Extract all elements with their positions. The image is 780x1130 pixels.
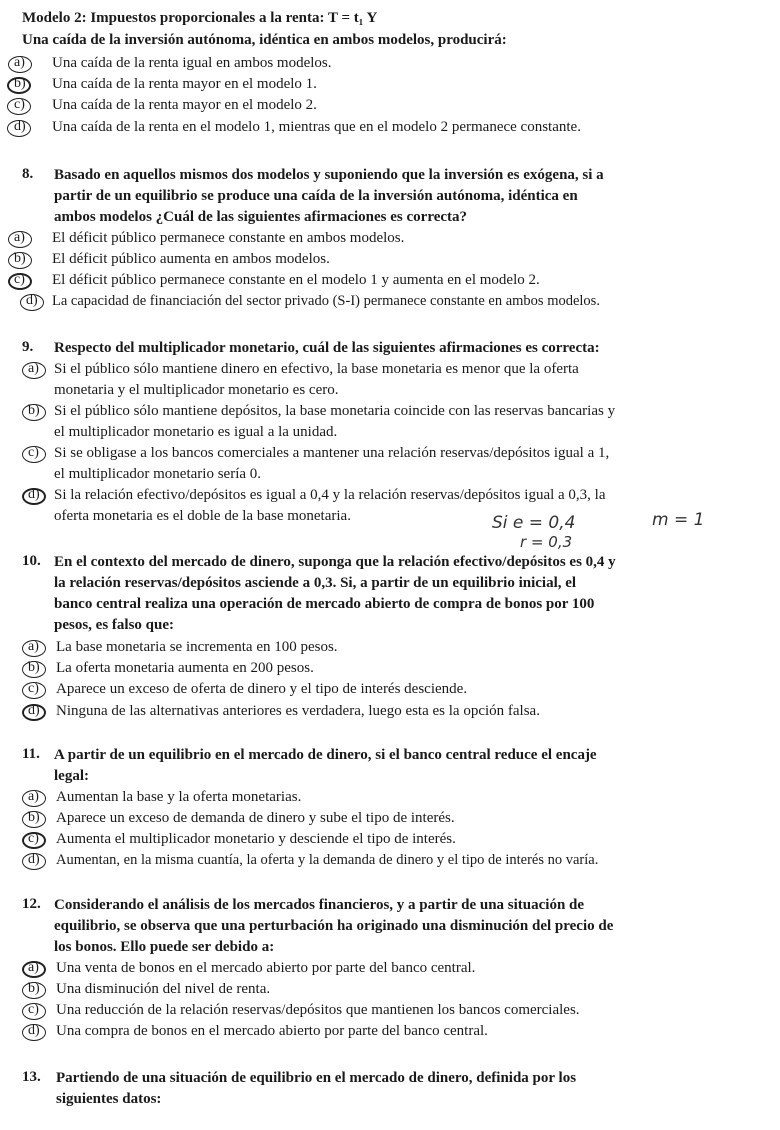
handwritten-note: m = 1 xyxy=(652,510,705,530)
option-text: Una caída de la renta mayor en el modelo 2. xyxy=(52,97,317,113)
option-label: c) xyxy=(28,831,39,846)
option-text: Si el público sólo mantiene dinero en efectivo, la base monetaria es menor que la oferta xyxy=(54,361,579,377)
option-label: a) xyxy=(28,960,39,975)
option-text: La base monetaria se incrementa en 100 pesos. xyxy=(56,639,338,655)
option-text: El déficit público permanece constante en ambos modelos. xyxy=(52,230,405,246)
question-text: siguientes datos: xyxy=(56,1091,162,1107)
option-text-cont: el multiplicador monetario sería 0. xyxy=(54,466,262,482)
option-label: b) xyxy=(28,981,40,996)
option-text: La capacidad de financiación del sector privado (S-I) permanece constante en ambos modelos. xyxy=(52,293,600,309)
option-label: c) xyxy=(28,681,39,696)
option-text: Si se obligase a los bancos comerciales a mantener una relación reservas/depósitos igual a 1, xyxy=(54,445,610,461)
question-text: la relación reservas/depósitos asciende a 0,3. Si, a partir de un equilibrio inicial, el xyxy=(54,575,577,591)
option-label: b) xyxy=(28,660,40,675)
option-text: Una compra de bonos en el mercado abierto por parte del banco central. xyxy=(56,1023,488,1039)
handwritten-note: r = 0,3 xyxy=(520,533,573,551)
question-text: Considerando el análisis de los mercados financieros, y a partir de una situación de xyxy=(54,897,585,913)
question-text: Respecto del multiplicador monetario, cuál de las siguientes afirmaciones es correcta: xyxy=(54,340,600,356)
option-label: a) xyxy=(14,230,25,245)
option-label: b) xyxy=(28,810,40,825)
option-text: Ninguna de las alternativas anteriores es verdadera, luego esta es la opción falsa. xyxy=(56,703,540,719)
question-text: En el contexto del mercado de dinero, suponga que la relación efectivo/depósitos es 0,4 y xyxy=(54,554,616,570)
option-text: Si el público sólo mantiene depósitos, la base monetaria coincide con las reservas bancarias y xyxy=(54,403,616,419)
question-text: equilibrio, se observa que una perturbación ha originado una disminución del precio de xyxy=(54,918,614,934)
option-text: Aumenta el multiplicador monetario y desciende el tipo de interés. xyxy=(56,831,456,847)
option-label: b) xyxy=(14,251,26,266)
option-label: d) xyxy=(28,487,40,502)
option-label: a) xyxy=(28,361,39,376)
question-text: legal: xyxy=(54,768,89,784)
question-number: 10. xyxy=(22,553,41,569)
option-text-cont: oferta monetaria es el doble de la base monetaria. xyxy=(54,508,351,524)
option-text: Aumentan, en la misma cuantía, la oferta y la demanda de dinero y el tipo de interés no varía. xyxy=(56,852,599,868)
question-number: 12. xyxy=(22,896,41,912)
option-text: Aumentan la base y la oferta monetarias. xyxy=(56,789,302,805)
option-label: c) xyxy=(14,97,25,112)
question-text: pesos, es falso que: xyxy=(54,617,175,633)
header-question: Una caída de la inversión autónoma, idéntica en ambos modelos, producirá: xyxy=(22,32,507,48)
question-text: A partir de un equilibrio en el mercado de dinero, si el banco central reduce el encaje xyxy=(54,747,597,763)
option-text-cont: monetaria y el multiplicador monetario es cero. xyxy=(54,382,339,398)
handwritten-note: Si e = 0,4 xyxy=(492,513,576,533)
question-number: 13. xyxy=(22,1069,41,1085)
option-label: c) xyxy=(14,272,25,287)
option-text: Una venta de bonos en el mercado abierto por parte del banco central. xyxy=(56,960,476,976)
option-text: El déficit público aumenta en ambos modelos. xyxy=(52,251,330,267)
option-text: Una caída de la renta mayor en el modelo 1. xyxy=(52,76,317,92)
question-text: Basado en aquellos mismos dos modelos y suponiendo que la inversión es exógena, si a xyxy=(54,167,604,183)
question-text: los bonos. Ello puede ser debido a: xyxy=(54,939,275,955)
question-text: ambos modelos ¿Cuál de las siguientes afirmaciones es correcta? xyxy=(54,209,468,225)
question-text: partir de un equilibrio se produce una caída de la inversión autónoma, idéntica en xyxy=(54,188,578,204)
option-text: La oferta monetaria aumenta en 200 pesos. xyxy=(56,660,314,676)
option-label: d) xyxy=(28,1023,40,1038)
option-label: c) xyxy=(28,445,39,460)
model-2-heading: Modelo 2: Impuestos proporcionales a la renta: T = t₁ Y xyxy=(22,10,378,26)
option-text: Si la relación efectivo/depósitos es igual a 0,4 y la relación reservas/depósitos igual a 0,3, la xyxy=(54,487,606,503)
option-label: d) xyxy=(28,852,40,867)
question-number: 8. xyxy=(22,166,34,182)
option-text: Aparece un exceso de demanda de dinero y sube el tipo de interés. xyxy=(56,810,455,826)
option-label: b) xyxy=(28,403,40,418)
question-number: 9. xyxy=(22,339,34,355)
option-label: a) xyxy=(28,639,39,654)
option-label: d) xyxy=(26,293,38,308)
question-number: 11. xyxy=(22,746,40,762)
option-text: El déficit público permanece constante en el modelo 1 y aumenta en el modelo 2. xyxy=(52,272,540,288)
option-label: a) xyxy=(14,55,25,70)
question-text: Partiendo de una situación de equilibrio en el mercado de dinero, definida por los xyxy=(56,1070,577,1086)
option-label: b) xyxy=(14,76,26,91)
option-label: c) xyxy=(28,1002,39,1017)
option-text: Aparece un exceso de oferta de dinero y el tipo de interés desciende. xyxy=(56,681,468,697)
option-text: Una caída de la renta igual en ambos modelos. xyxy=(52,55,332,71)
option-label: d) xyxy=(14,119,26,134)
option-text: Una disminución del nivel de renta. xyxy=(56,981,271,997)
option-text: Una caída de la renta en el modelo 1, mientras que en el modelo 2 permanece constante. xyxy=(52,119,581,135)
option-label: d) xyxy=(28,703,40,718)
question-text: banco central realiza una operación de mercado abierto de compra de bonos por 100 xyxy=(54,596,595,612)
option-text: Una reducción de la relación reservas/depósitos que mantienen los bancos comerciales. xyxy=(56,1002,580,1018)
option-text-cont: el multiplicador monetario es igual a la unidad. xyxy=(54,424,338,440)
option-label: a) xyxy=(28,789,39,804)
